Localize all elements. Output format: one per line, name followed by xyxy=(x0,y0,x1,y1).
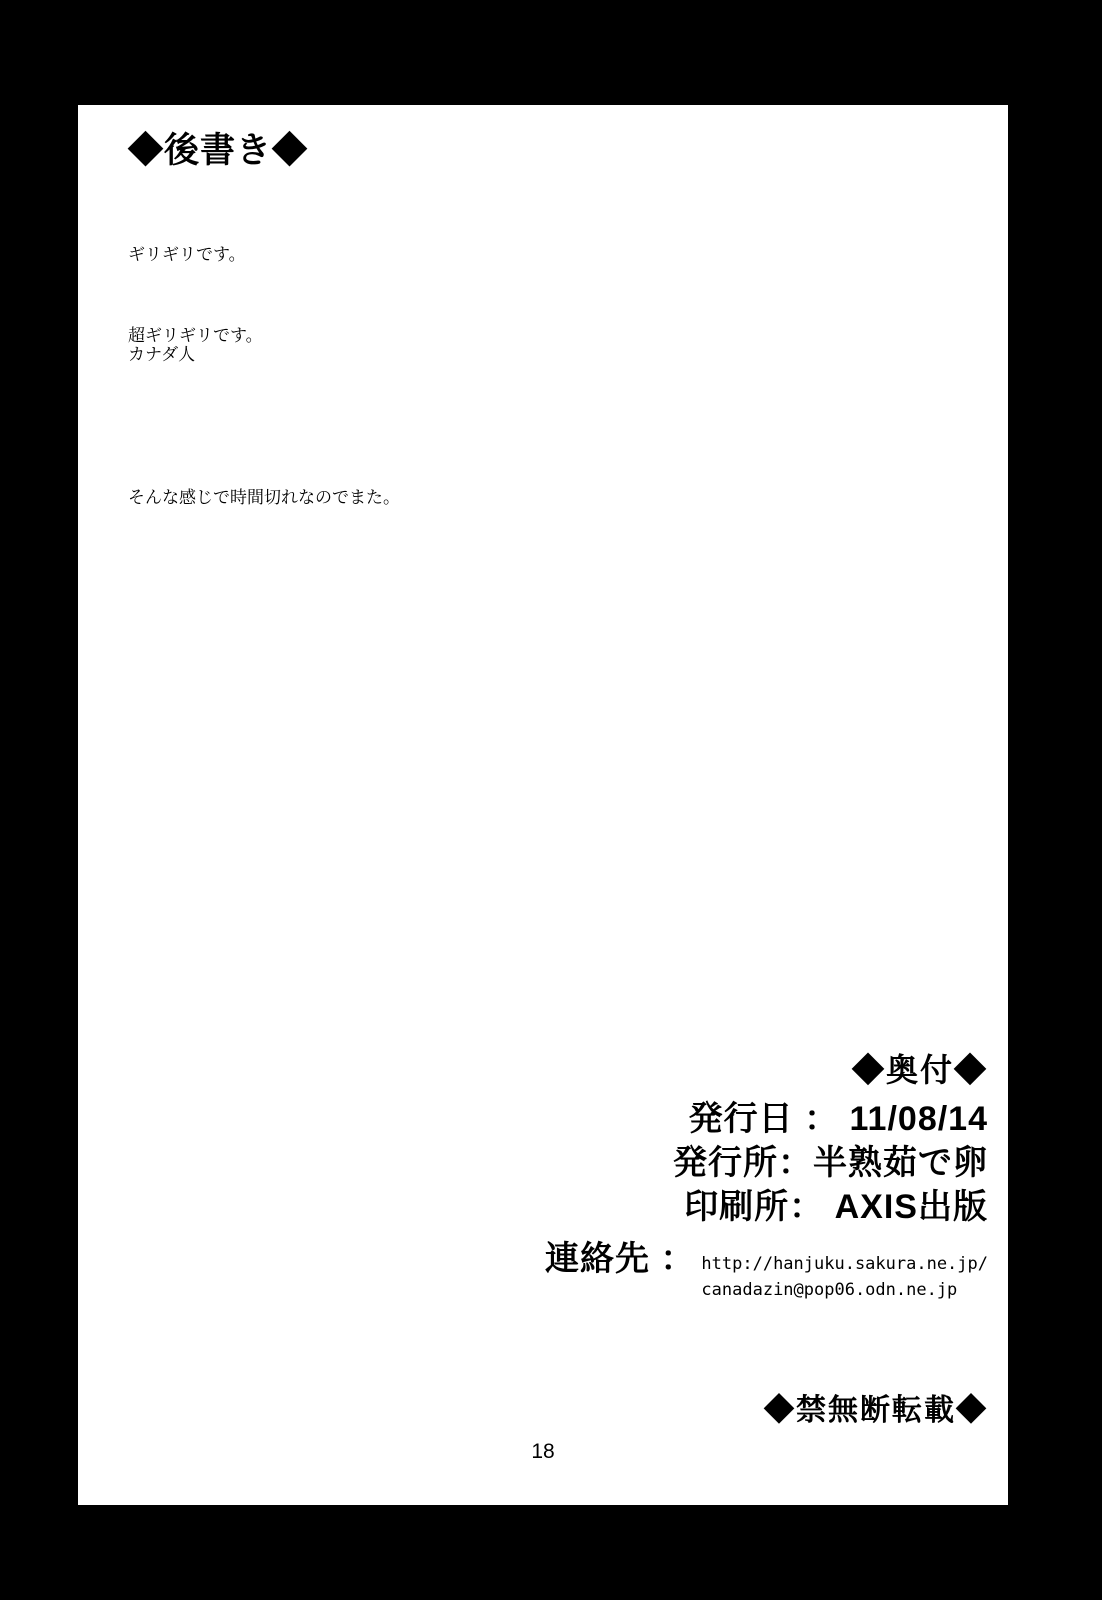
afterword-line: そんな感じで時間切れなのでまた。 xyxy=(128,488,400,507)
colophon-block xyxy=(288,1045,988,1303)
document-page xyxy=(78,105,1008,1505)
contact-website[interactable]: http://hanjuku.sakura.ne.jp/ xyxy=(701,1254,988,1274)
author-signature: カナダ人 xyxy=(128,345,196,364)
afterword-body xyxy=(128,187,400,565)
colophon-contact xyxy=(288,1239,988,1303)
contact-email[interactable]: canadazin@pop06.odn.ne.jp xyxy=(701,1280,958,1300)
colophon-contact-values xyxy=(695,1239,988,1303)
afterword-heading: ◆後書き◆ xyxy=(128,131,309,170)
colophon-printer: 印刷所： AXIS出版 xyxy=(684,1188,988,1226)
page-number: 18 xyxy=(531,1440,555,1463)
afterword-line: 超ギリギリです。 xyxy=(128,326,263,345)
colophon-heading: ◆奥付◆ xyxy=(851,1052,988,1088)
colophon-publish-date: 発行日 ： 11/08/14 xyxy=(688,1100,988,1138)
afterword-line: ギリギリです。 xyxy=(128,245,246,264)
colophon-contact-label: 連絡先 ： xyxy=(544,1240,696,1278)
afterword-line-blank xyxy=(128,403,400,430)
colophon-publisher: 発行所：半熟茹で卵 xyxy=(673,1144,988,1182)
no-reprint-notice: ◆禁無断転載◆ xyxy=(764,1394,988,1427)
